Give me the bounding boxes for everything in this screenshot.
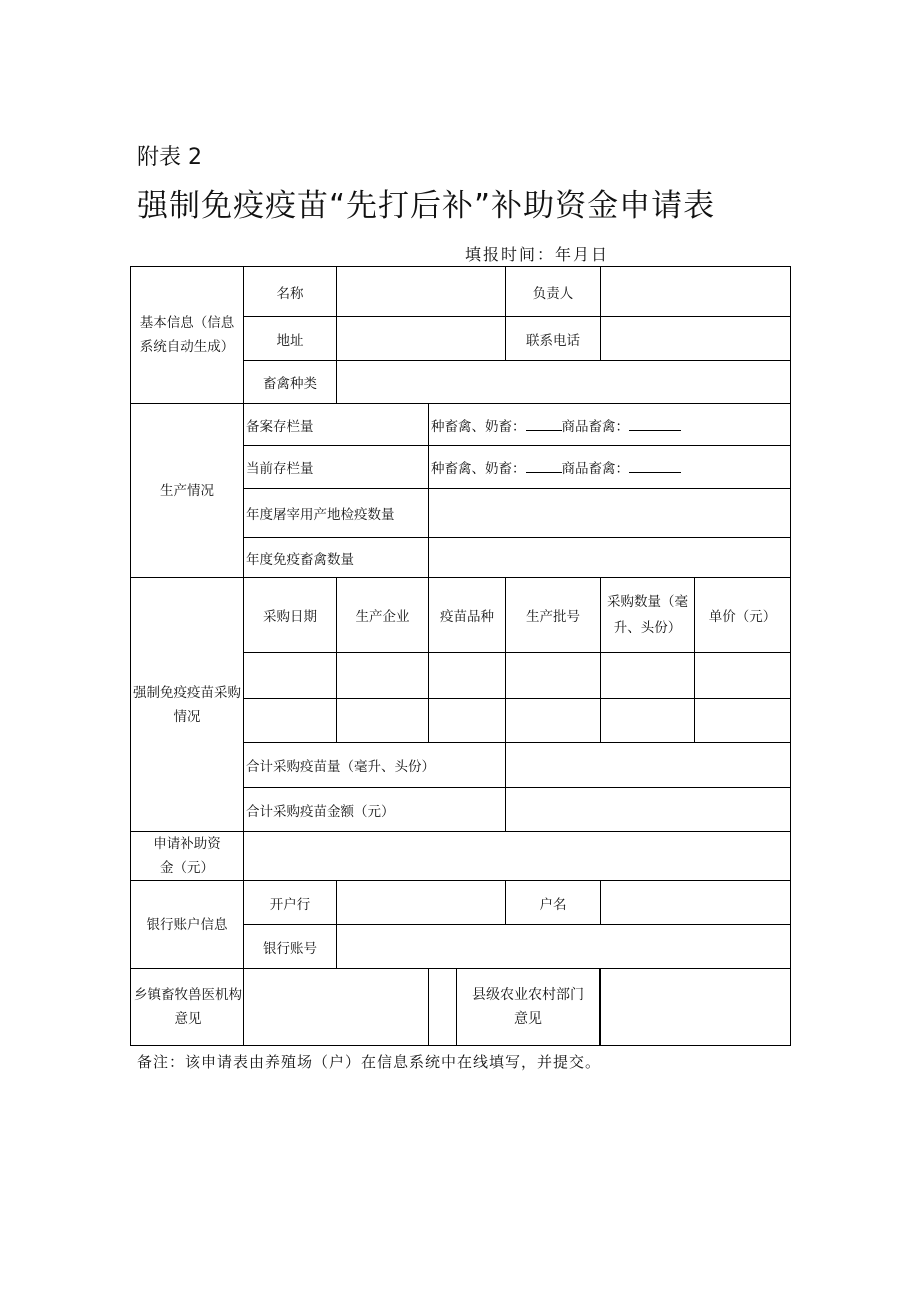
town-opinion-label: 乡镇畜牧兽医机构意见 (131, 969, 244, 1046)
purchase-cell[interactable] (429, 699, 506, 743)
vaccine-type-header: 疫苗品种 (429, 578, 506, 653)
purchase-date-header: 采购日期 (244, 578, 337, 653)
purchase-cell[interactable] (506, 653, 601, 699)
purchase-cell[interactable] (244, 699, 337, 743)
purchase-cell[interactable] (244, 653, 337, 699)
production-section-label: 生产情况 (131, 404, 244, 578)
purchase-quantity-header: 采购数量（毫升、头份） (601, 578, 695, 653)
breeding-stock-label: 种畜禽、奶畜： (431, 418, 526, 435)
town-opinion-field-extension[interactable] (429, 969, 456, 1045)
name-label: 名称 (244, 267, 337, 317)
subsidy-amount-field[interactable] (244, 832, 791, 881)
basic-info-section-label: 基本信息（信息系统自动生成） (131, 267, 244, 404)
manufacturer-header: 生产企业 (337, 578, 429, 653)
account-number-label: 银行账号 (244, 925, 337, 969)
filed-stock-field[interactable] (429, 404, 791, 446)
purchase-cell[interactable] (429, 653, 506, 699)
purchase-section-label: 强制免疫疫苗采购情况 (131, 578, 244, 832)
name-field[interactable] (337, 267, 506, 317)
form-title: 强制免疫疫苗“先打后补”补助资金申请表 (137, 188, 716, 224)
purchase-cell[interactable] (337, 699, 429, 743)
breeding-stock-blank[interactable] (526, 460, 562, 473)
account-name-label: 户名 (506, 881, 601, 925)
purchase-cell[interactable] (695, 699, 791, 743)
county-opinion-label: 县级农业农村部门意见 (472, 987, 584, 1027)
bank-name-field[interactable] (337, 881, 506, 925)
footer-note: 备注：该申请表由养殖场（户）在信息系统中在线填写，并提交。 (137, 1053, 602, 1071)
total-quantity-field[interactable] (506, 743, 791, 788)
county-opinion-label-cell (429, 969, 601, 1046)
bank-section-label: 银行账户信息 (131, 881, 244, 969)
species-field[interactable] (337, 361, 791, 404)
commodity-stock-label: 商品畜禽： (561, 461, 629, 477)
total-amount-label: 合计采购疫苗金额（元） (244, 788, 506, 832)
species-label: 畜禽种类 (244, 361, 337, 404)
commodity-stock-blank[interactable] (629, 460, 681, 473)
current-stock-label: 当前存栏量 (244, 446, 429, 489)
subsidy-section-label: 申请补助资金（元） (131, 832, 244, 881)
address-label: 地址 (244, 317, 337, 361)
immunized-count-field[interactable] (429, 538, 791, 578)
purchase-cell[interactable] (601, 699, 695, 743)
batch-number-header: 生产批号 (506, 578, 601, 653)
immunized-count-label: 年度免疫畜禽数量 (244, 538, 429, 578)
account-number-field[interactable] (337, 925, 791, 969)
total-amount-field[interactable] (506, 788, 791, 832)
total-quantity-label: 合计采购疫苗量（毫升、头份） (244, 743, 506, 788)
phone-field[interactable] (601, 317, 791, 361)
current-stock-field[interactable] (429, 446, 791, 489)
commodity-stock-blank[interactable] (629, 418, 681, 431)
purchase-cell[interactable] (601, 653, 695, 699)
account-name-field[interactable] (601, 881, 791, 925)
person-in-charge-field[interactable] (601, 267, 791, 317)
bank-name-label: 开户行 (244, 881, 337, 925)
town-opinion-field[interactable] (244, 969, 429, 1046)
fill-date-label: 填报时间：年月日 (465, 245, 610, 264)
unit-price-header: 单价（元） (695, 578, 791, 653)
purchase-cell[interactable] (695, 653, 791, 699)
purchase-cell[interactable] (337, 653, 429, 699)
address-field[interactable] (337, 317, 506, 361)
attachment-label: 附表 2 (137, 145, 202, 170)
filed-stock-label: 备案存栏量 (244, 404, 429, 446)
commodity-stock-label: 商品畜禽： (561, 418, 629, 435)
application-form-table (130, 266, 791, 1046)
slaughter-quarantine-label: 年度屠宰用产地检疫数量 (244, 489, 429, 538)
breeding-stock-label: 种畜禽、奶畜： (431, 461, 526, 477)
breeding-stock-blank[interactable] (526, 418, 562, 431)
slaughter-quarantine-field[interactable] (429, 489, 791, 538)
purchase-cell[interactable] (506, 699, 601, 743)
phone-label: 联系电话 (506, 317, 601, 361)
county-opinion-field[interactable] (601, 969, 791, 1046)
person-in-charge-label: 负责人 (506, 267, 601, 317)
